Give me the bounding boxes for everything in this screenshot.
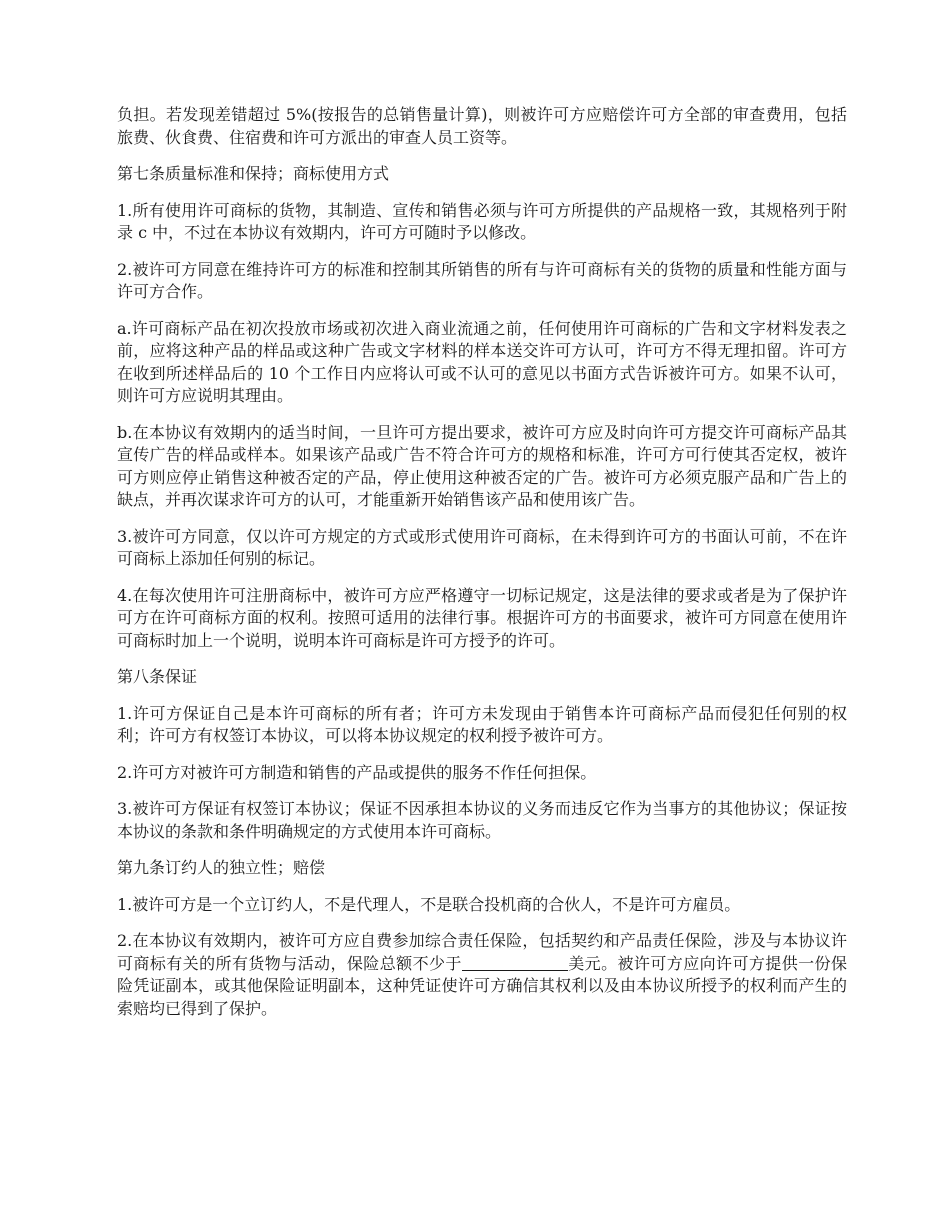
article7-clause-4: 4.在每次使用许可注册商标中，被许可方应严格遵守一切标记规定，这是法律的要求或者是为了保护许可方在许可商标方面的权利。按照可适用的法律行事。根据许可方的书面要求，被许可方同意在使用许可商标时加上一个说明，说明本许可商标是许可方授予的许可。 bbox=[117, 585, 847, 650]
heading-article-9: 第九条订约人的独立性；赔偿 bbox=[117, 858, 326, 877]
article7-clause-b: b.在本协议有效期内的适当时间，一旦许可方提出要求，被许可方应及时向许可方提交许可商标产品其宣传广告的样品或样本。如果该产品或广告不符合许可方的规格和标准，许可方可行使其否定权，被许可方则应停止销售这种被否定的产品，停止使用这种被否定的广告。被许可方必须克服产品和广告上的缺点，并再次谋求许可方的认可，才能重新开始销售该产品和使用该广告。 bbox=[117, 422, 847, 509]
article8-clause-1: 1.许可方保证自己是本许可商标的所有者；许可方未发现由于销售本许可商标产品而侵犯任何别的权利；许可方有权签订本协议，可以将本协议规定的权利授予被许可方。 bbox=[117, 703, 847, 745]
heading-article-8: 第八条保证 bbox=[117, 667, 198, 686]
article7-clause-3: 3.被许可方同意，仅以许可方规定的方式或形式使用许可商标，在未得到许可方的书面认可前，不在许可商标上添加任何别的标记。 bbox=[117, 526, 847, 568]
article9-clause-2 bbox=[117, 930, 847, 1020]
amount-blank-line bbox=[462, 954, 568, 971]
heading-article-7: 第七条质量标准和保持；商标使用方式 bbox=[117, 164, 390, 183]
article7-clause-1: 1.所有使用许可商标的货物，其制造、宣传和销售必须与许可方所提供的产品规格一致，其规格列于附录 c 中，不过在本协议有效期内，许可方可随时予以修改。 bbox=[117, 200, 847, 242]
article9-clause-2-part2: 美元。被许可方应向许可方提供一份保险凭证副本，或其他保险证明副本，这种凭证使许可方确信其权利以及由本协议所授予的权利而产生的索赔均已得到了保护。 bbox=[117, 953, 847, 1018]
article8-clause-3: 3.被许可方保证有权签订本协议；保证不因承担本协议的义务而违反它作为当事方的其他协议；保证按本协议的条款和条件明确规定的方式使用本许可商标。 bbox=[117, 799, 847, 841]
article9-clause-1: 1.被许可方是一个立订约人，不是代理人，不是联合投机商的合伙人，不是许可方雇员。 bbox=[117, 894, 741, 914]
article7-clause-2: 2.被许可方同意在维持许可方的标准和控制其所销售的所有与许可商标有关的货物的质量和性能方面与许可方合作。 bbox=[117, 259, 847, 301]
document-body bbox=[117, 104, 847, 1034]
article8-clause-2: 2.许可方对被许可方制造和销售的产品或提供的服务不作任何担保。 bbox=[117, 762, 597, 782]
article7-clause-a: a.许可商标产品在初次投放市场或初次进入商业流通之前，任何使用许可商标的广告和文字材料发表之前，应将这种产品的样品或这种广告或文字材料的样本送交许可方认可，许可方不得无理扣留。许可方在收到所述样品后的 10 个工作日内应将认可或不认可的意见以书面方式告诉被许可方。如果不认可，则许可方应说明其理由。 bbox=[117, 318, 847, 405]
paragraph-intro: 负担。若发现差错超过 5%(按报告的总销售量计算)，则被许可方应赔偿许可方全部的审查费用，包括旅费、伙食费、住宿费和许可方派出的审查人员工资等。 bbox=[117, 105, 847, 147]
article9-clause-2-part1: 2.在本协议有效期内，被许可方应自费参加综合责任保险，包括契约和产品责任保险，涉及与本协议许可商标有关的所有货物与活动，保险总额不少于 bbox=[117, 931, 847, 973]
